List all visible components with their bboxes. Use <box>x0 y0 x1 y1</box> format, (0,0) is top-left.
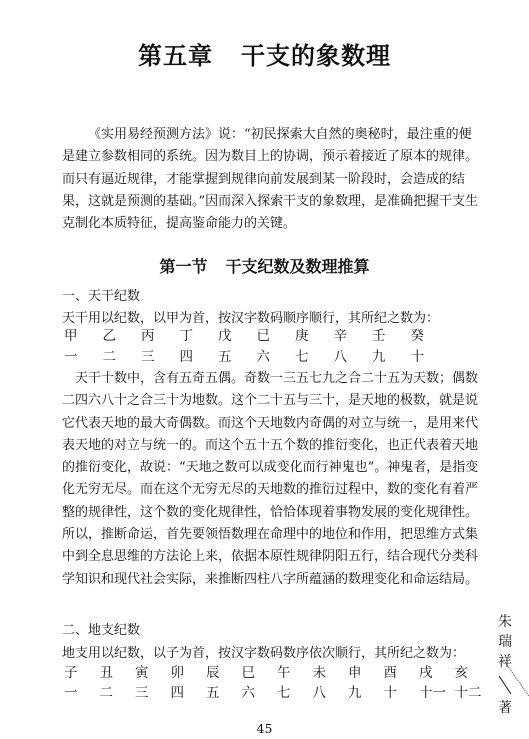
stem-char: 庚 <box>295 328 309 344</box>
stem-char: 已 <box>256 328 270 344</box>
branch-number: 一 <box>64 685 78 701</box>
page-number: 45 <box>256 721 273 736</box>
branch-number: 十二 <box>454 685 482 701</box>
stem-char: 丁 <box>179 328 193 344</box>
stem-char: 戊 <box>218 328 232 344</box>
stem-number: 八 <box>333 349 347 365</box>
author-char: 著 <box>498 700 512 716</box>
chapter-title <box>0 36 529 71</box>
stem-number: 一 <box>64 349 78 365</box>
stem-number: 五 <box>218 349 232 365</box>
stem-number: 十 <box>410 349 424 365</box>
branch-char: 酉 <box>383 665 397 681</box>
branch-char: 子 <box>64 665 78 681</box>
stem-char: 辛 <box>333 328 347 344</box>
branches-lead: 地支用以纪数，以子为首，按汉字数码数序依次顺行，其所纪之数为： <box>62 646 466 661</box>
branch-numbers-row <box>64 681 490 701</box>
branch-number: 十一 <box>419 685 446 701</box>
branch-number: 六 <box>241 685 255 701</box>
author-char: 瑞 <box>498 634 512 650</box>
section-name: 干支纪数及数理推算 <box>225 257 370 276</box>
stems-lead: 天干用以纪数，以甲为首，按汉字数码顺序顺行，其所纪之数为： <box>62 311 440 326</box>
stem-numbers-row <box>64 345 449 365</box>
branch-number: 二 <box>99 685 113 701</box>
stem-char: 丙 <box>141 328 155 344</box>
stem-char: 乙 <box>102 328 116 344</box>
branch-char: 巳 <box>241 665 255 681</box>
stem-chars-row <box>64 324 449 344</box>
stem-char: 壬 <box>372 328 386 344</box>
chapter-number: 第五章 <box>138 41 213 70</box>
branch-char: 未 <box>312 665 326 681</box>
slash-divider <box>495 672 515 698</box>
branch-number: 三 <box>135 685 149 701</box>
stems-paragraph: 天干十数中，含有五奇五偶。奇数一三五七九之合二十五为天数；偶数二四六八十之合三十为地数。这个二十五与三十，是天地的极数，就是说它代表天地的最大奇偶数。而这个天地数内奇偶的对立与统一，是用来代表天地的对立与统一的。而这个五十五个数的推衍变化，也正代表着天地的推衍变化，故说：“天地之数可以成变化而行神鬼也”。神鬼者，是指变化无穷无尽。而在这个无穷无尽的天地数的推衍过程中，数的变化有着严整的规律性，这个数的变化规律性，恰恰体现着事物发展的变化规律性。所以，推断命运，首先要领悟数理在命理中的地位和作用，把思维方式集中到全息思维的方法论上来，依据本原性规律阴阳五行，结合现代分类科学知识和现代社会实际，来推断四柱八字所蕴涵的数理变化和命运结局。 <box>62 371 479 587</box>
branch-number: 五 <box>206 685 220 701</box>
author-char: 朱 <box>498 614 512 630</box>
stem-number: 三 <box>141 349 155 365</box>
branch-char: 卯 <box>170 665 184 681</box>
branch-char: 亥 <box>454 665 468 681</box>
stem-char: 癸 <box>410 328 424 344</box>
stems-heading: 一、天干纪数 <box>62 289 141 304</box>
stem-number: 七 <box>295 349 309 365</box>
section-title <box>0 254 529 277</box>
author-divider <box>495 672 515 698</box>
branches-heading: 二、地支纪数 <box>62 623 141 638</box>
stem-number: 六 <box>256 349 270 365</box>
stem-number: 九 <box>372 349 386 365</box>
branch-char: 丑 <box>99 665 113 681</box>
branch-char: 申 <box>348 665 362 681</box>
branch-char: 辰 <box>206 665 220 681</box>
branch-number: 四 <box>170 685 184 701</box>
branch-char: 戌 <box>419 665 433 681</box>
branch-number: 八 <box>312 685 326 701</box>
stem-number: 四 <box>179 349 193 365</box>
author-char: 祥 <box>498 654 512 670</box>
section-number: 第一节 <box>159 257 208 276</box>
chapter-name: 干支的象数理 <box>241 41 391 70</box>
branch-number: 七 <box>277 685 291 701</box>
stem-number: 二 <box>102 349 116 365</box>
stem-char: 甲 <box>64 328 78 344</box>
branch-char: 寅 <box>135 665 149 681</box>
branch-chars-row <box>64 661 490 681</box>
branch-number: 九 <box>348 685 362 701</box>
branch-number: 十 <box>383 685 397 701</box>
intro-paragraph: 《实用易经预测方法》说：“初民探索大自然的奥秘时，最注重的便是建立参数相同的系统。因为数目上的协调，预示着接近了原本的规律。而只有逼近规律，才能掌握到规律向前发展到某一阶段时，会造成的结果，这就是预测的基础。”因而深入探索干支的象数理，是准确把握干支生克制化本质特征，提高鉴命能力的关键。 <box>62 127 479 232</box>
branch-char: 午 <box>277 665 291 681</box>
